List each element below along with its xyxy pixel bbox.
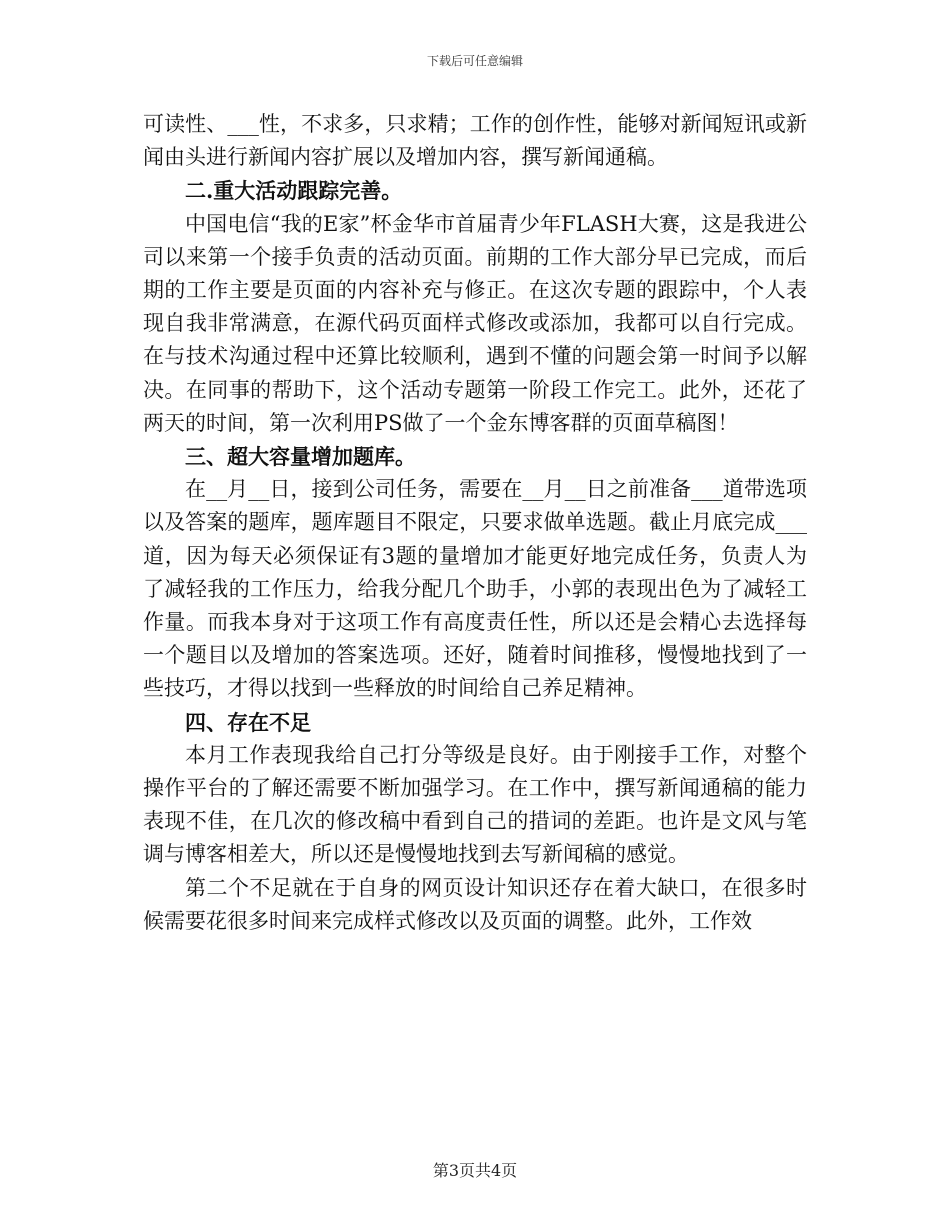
paragraph-3: 在__月__日，接到公司任务，需要在__月__日之前准备___道带选项以及答案的题库，题库题目不限定，只要求做单选题。截止月底完成___道，因为每天必须保证有3题的量增加才能更好地完成任务，负责人为了减轻我的工作压力，给我分配几个助手，小郭的表现出色为了减轻工作量。而我本身对于这项工作有高度责任性，所以还是会精心去选择每一个题目以及增加的答案选项。还好，随着时间推移，慢慢地找到了一些技巧，才得以找到一些释放的时间给自己养足精神。 — [143, 477, 807, 701]
paragraph-5: 第二个不足就在于自身的网页设计知识还存在着大缺口，在很多时候需要花很多时间来完成样式修改以及页面的调整。此外，工作效 — [143, 875, 807, 933]
paragraph-4: 本月工作表现我给自己打分等级是良好。由于刚接手工作，对整个操作平台的了解还需要不断加强学习。在工作中，撰写新闻通稿的能力表现不佳，在几次的修改稿中看到自己的措词的差距。也许是文风与笔调与博客相差大，所以还是慢慢地找到去写新闻稿的感觉。 — [143, 742, 807, 867]
page-header: 下载后可任意编辑 — [426, 54, 523, 68]
paragraph-1: 可读性、___性，不求多，只求精；工作的创作性，能够对新闻短讯或新闻由头进行新闻内容扩展以及增加内容，撰写新闻通稿。 — [143, 112, 807, 170]
document-body — [143, 108, 807, 938]
page-number: 第3页共4页 — [432, 1161, 518, 1180]
section-heading-3: 三、超大容量增加题库。 — [185, 444, 416, 470]
section-heading-4: 四、存在不足 — [185, 709, 311, 735]
section-heading-2: 二.重大活动跟踪完善。 — [185, 178, 403, 204]
paragraph-2: 中国电信“我的E家”杯金华市首届青少年FLASH大赛，这是我进公司以来第一个接手负责的活动页面。前期的工作大部分早已完成，而后期的工作主要是页面的内容补充与修正。在这次专题的跟踪中，个人表现自我非常满意，在源代码页面样式修改或添加，我都可以自行完成。在与技术沟通过程中还算比较顺利，遇到不懂的问题会第一时间予以解决。在同事的帮助下，这个活动专题第一阶段工作完工。此外，还花了两天的时间，第一次利用PS做了一个金东博客群的页面草稿图！ — [143, 211, 807, 435]
